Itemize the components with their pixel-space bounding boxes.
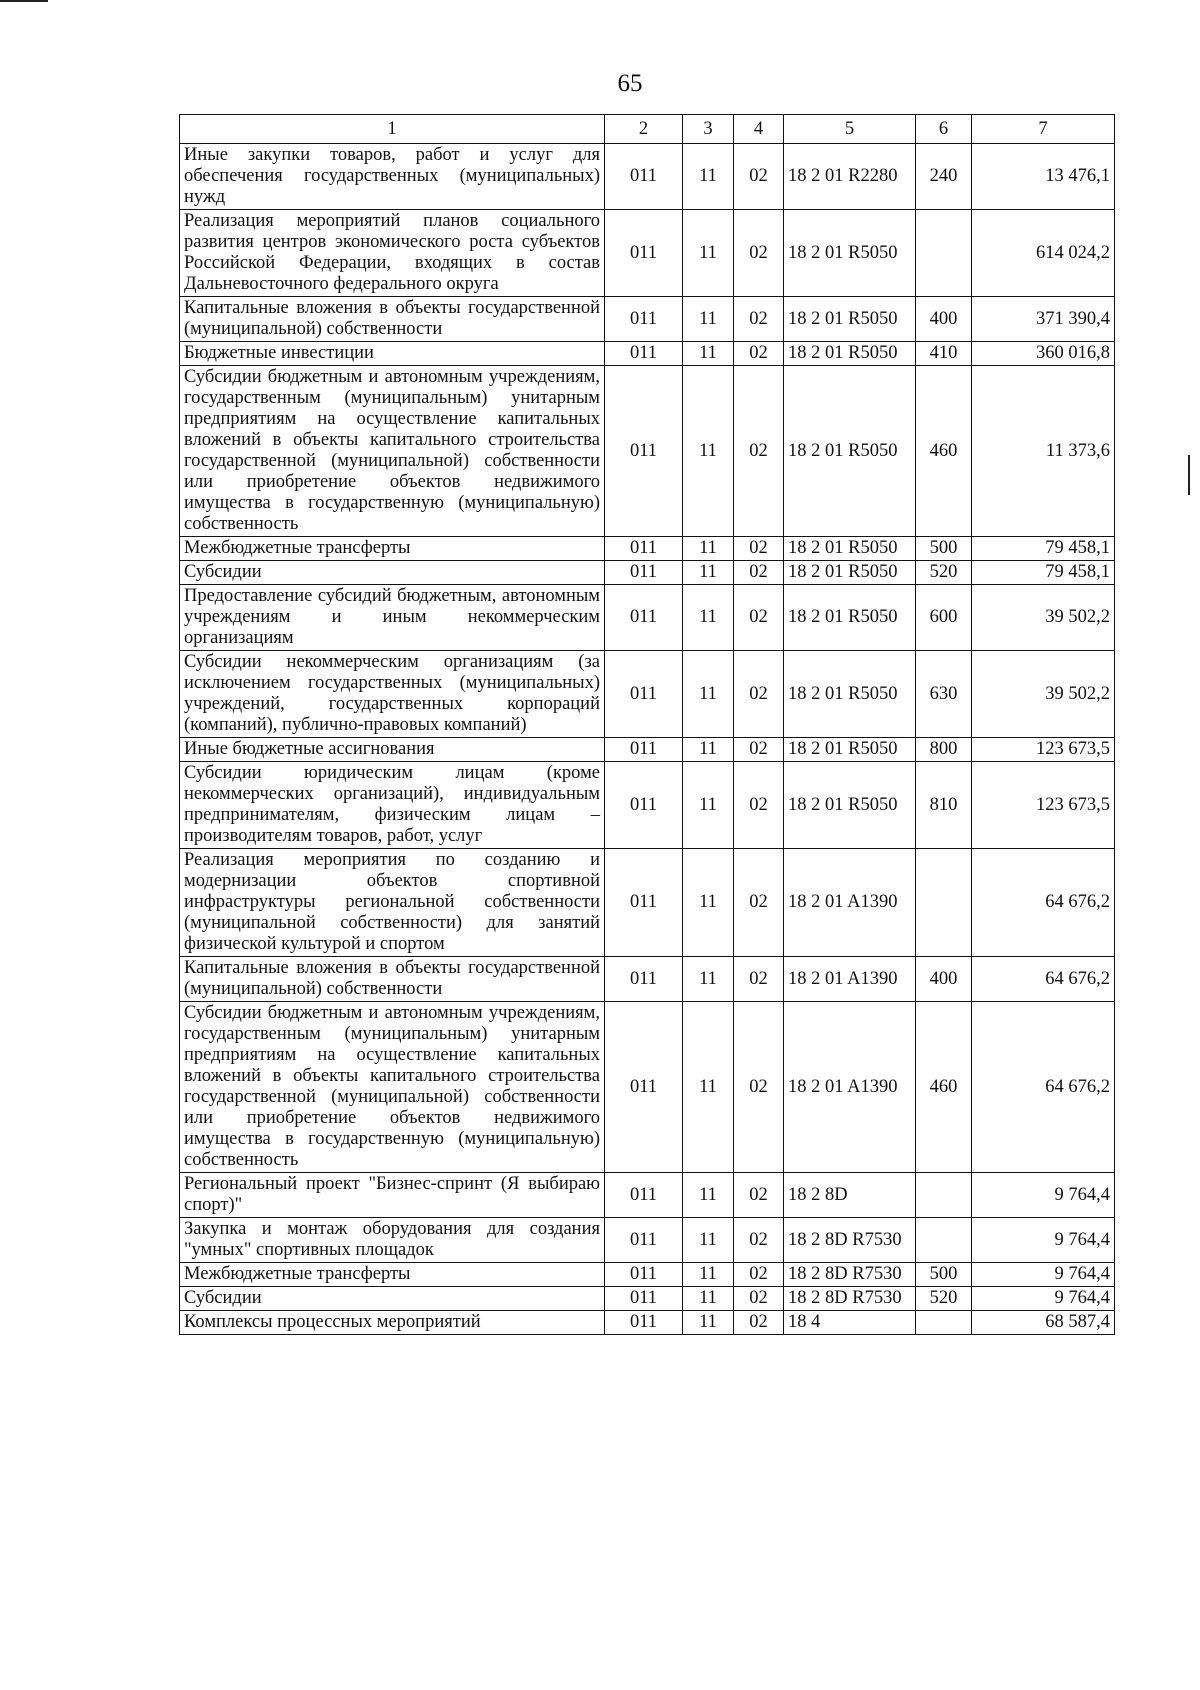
expense-type-code-cell: [916, 1218, 972, 1263]
target-article-code-cell: 18 2 01 R5050: [784, 762, 916, 849]
expense-type-code-cell: [916, 210, 972, 297]
subsection-code-cell: 02: [734, 297, 784, 342]
table-row: [180, 849, 1115, 957]
item-name-cell: Иные закупки товаров, работ и услуг для обеспечения государственных (муниципальных) нужд: [180, 144, 605, 210]
table-row: [180, 1002, 1115, 1173]
table-row: [180, 738, 1115, 762]
table-row: [180, 342, 1115, 366]
expense-type-code-cell: 500: [916, 537, 972, 561]
item-name-cell: Капитальные вложения в объекты государственной (муниципальной) собственности: [180, 297, 605, 342]
target-article-code-cell: 18 2 01 A1390: [784, 1002, 916, 1173]
expense-type-code-cell: [916, 1173, 972, 1218]
section-code-cell: 11: [683, 1218, 734, 1263]
item-name-cell: Субсидии некоммерческим организациям (за исключением государственных (муниципальных) учреждений, государственных корпораций (компаний), публично-правовых компаний): [180, 651, 605, 738]
ministry-code-cell: 011: [605, 1218, 683, 1263]
section-code-cell: 11: [683, 762, 734, 849]
column-header: 6: [916, 115, 972, 144]
table-header-row: [180, 115, 1115, 144]
target-article-code-cell: 18 2 01 R5050: [784, 651, 916, 738]
subsection-code-cell: 02: [734, 738, 784, 762]
ministry-code-cell: 011: [605, 561, 683, 585]
subsection-code-cell: 02: [734, 1263, 784, 1287]
table-row: [180, 1173, 1115, 1218]
column-header: 2: [605, 115, 683, 144]
table-row: [180, 1287, 1115, 1311]
item-name-cell: Иные бюджетные ассигнования: [180, 738, 605, 762]
item-name-cell: Закупка и монтаж оборудования для создания "умных" спортивных площадок: [180, 1218, 605, 1263]
item-name-cell: Межбюджетные трансферты: [180, 537, 605, 561]
expense-type-code-cell: [916, 1311, 972, 1335]
subsection-code-cell: 02: [734, 366, 784, 537]
amount-cell: 79 458,1: [972, 537, 1115, 561]
section-code-cell: 11: [683, 1263, 734, 1287]
budget-table: [179, 114, 1115, 1335]
expense-type-code-cell: 520: [916, 561, 972, 585]
item-name-cell: Региональный проект "Бизнес-спринт (Я выбираю спорт)": [180, 1173, 605, 1218]
expense-type-code-cell: 810: [916, 762, 972, 849]
ministry-code-cell: 011: [605, 1287, 683, 1311]
item-name-cell: Межбюджетные трансферты: [180, 1263, 605, 1287]
expense-type-code-cell: 600: [916, 585, 972, 651]
ministry-code-cell: 011: [605, 651, 683, 738]
table-row: [180, 585, 1115, 651]
item-name-cell: Капитальные вложения в объекты государственной (муниципальной) собственности: [180, 957, 605, 1002]
section-code-cell: 11: [683, 537, 734, 561]
section-code-cell: 11: [683, 738, 734, 762]
table-row: [180, 366, 1115, 537]
subsection-code-cell: 02: [734, 1218, 784, 1263]
amount-cell: 64 676,2: [972, 849, 1115, 957]
target-article-code-cell: 18 4: [784, 1311, 916, 1335]
item-name-cell: Субсидии юридическим лицам (кроме некоммерческих организаций), индивидуальным предпринимателям, физическим лицам – производителям товаров, работ, услуг: [180, 762, 605, 849]
subsection-code-cell: 02: [734, 1287, 784, 1311]
item-name-cell: Субсидии бюджетным и автономным учреждениям, государственным (муниципальным) унитарным предприятиям на осуществление капитальных вложений в объекты капитального строительства государственной (муниципальной) собственности или приобретение объектов недвижимого имущества в государственную (муниципальную) собственность: [180, 366, 605, 537]
table-row: [180, 1218, 1115, 1263]
item-name-cell: Субсидии: [180, 561, 605, 585]
ministry-code-cell: 011: [605, 738, 683, 762]
subsection-code-cell: 02: [734, 651, 784, 738]
target-article-code-cell: 18 2 8D R7530: [784, 1218, 916, 1263]
table-row: [180, 957, 1115, 1002]
ministry-code-cell: 011: [605, 1263, 683, 1287]
target-article-code-cell: 18 2 01 A1390: [784, 849, 916, 957]
section-code-cell: 11: [683, 297, 734, 342]
table-row: [180, 537, 1115, 561]
column-header: 7: [972, 115, 1115, 144]
ministry-code-cell: 011: [605, 144, 683, 210]
section-code-cell: 11: [683, 366, 734, 537]
section-code-cell: 11: [683, 957, 734, 1002]
ministry-code-cell: 011: [605, 1173, 683, 1218]
expense-type-code-cell: [916, 849, 972, 957]
expense-type-code-cell: 630: [916, 651, 972, 738]
expense-type-code-cell: 240: [916, 144, 972, 210]
target-article-code-cell: 18 2 01 R2280: [784, 144, 916, 210]
ministry-code-cell: 011: [605, 366, 683, 537]
table-row: [180, 297, 1115, 342]
section-code-cell: 11: [683, 1002, 734, 1173]
scan-edge-mark: [0, 0, 48, 2]
target-article-code-cell: 18 2 8D R7530: [784, 1263, 916, 1287]
amount-cell: 614 024,2: [972, 210, 1115, 297]
amount-cell: 64 676,2: [972, 957, 1115, 1002]
subsection-code-cell: 02: [734, 144, 784, 210]
expense-type-code-cell: 410: [916, 342, 972, 366]
target-article-code-cell: 18 2 01 R5050: [784, 738, 916, 762]
amount-cell: 360 016,8: [972, 342, 1115, 366]
scan-edge-mark: [1188, 455, 1190, 495]
section-code-cell: 11: [683, 342, 734, 366]
amount-cell: 9 764,4: [972, 1173, 1115, 1218]
expense-type-code-cell: 400: [916, 297, 972, 342]
table-row: [180, 561, 1115, 585]
target-article-code-cell: 18 2 01 R5050: [784, 342, 916, 366]
section-code-cell: 11: [683, 144, 734, 210]
section-code-cell: 11: [683, 210, 734, 297]
expense-type-code-cell: 500: [916, 1263, 972, 1287]
amount-cell: 123 673,5: [972, 762, 1115, 849]
amount-cell: 13 476,1: [972, 144, 1115, 210]
amount-cell: 9 764,4: [972, 1287, 1115, 1311]
expense-type-code-cell: 520: [916, 1287, 972, 1311]
target-article-code-cell: 18 2 01 R5050: [784, 366, 916, 537]
item-name-cell: Реализация мероприятий планов социального развития центров экономического роста субъектов Российской Федерации, входящих в состав Дальневосточного федерального округа: [180, 210, 605, 297]
section-code-cell: 11: [683, 585, 734, 651]
amount-cell: 39 502,2: [972, 585, 1115, 651]
amount-cell: 9 764,4: [972, 1263, 1115, 1287]
section-code-cell: 11: [683, 651, 734, 738]
subsection-code-cell: 02: [734, 762, 784, 849]
subsection-code-cell: 02: [734, 342, 784, 366]
column-header: 5: [784, 115, 916, 144]
ministry-code-cell: 011: [605, 297, 683, 342]
item-name-cell: Реализация мероприятия по созданию и модернизации объектов спортивной инфраструктуры региональной собственности (муниципальной собственности) для занятий физической культурой и спортом: [180, 849, 605, 957]
ministry-code-cell: 011: [605, 762, 683, 849]
ministry-code-cell: 011: [605, 1002, 683, 1173]
subsection-code-cell: 02: [734, 1311, 784, 1335]
page-number: 65: [617, 70, 643, 97]
table-row: [180, 762, 1115, 849]
table-row: [180, 1263, 1115, 1287]
subsection-code-cell: 02: [734, 537, 784, 561]
ministry-code-cell: 011: [605, 849, 683, 957]
section-code-cell: 11: [683, 1173, 734, 1218]
subsection-code-cell: 02: [734, 1173, 784, 1218]
subsection-code-cell: 02: [734, 849, 784, 957]
section-code-cell: 11: [683, 1311, 734, 1335]
subsection-code-cell: 02: [734, 585, 784, 651]
section-code-cell: 11: [683, 849, 734, 957]
ministry-code-cell: 011: [605, 342, 683, 366]
expense-type-code-cell: 400: [916, 957, 972, 1002]
amount-cell: 64 676,2: [972, 1002, 1115, 1173]
target-article-code-cell: 18 2 01 A1390: [784, 957, 916, 1002]
amount-cell: 123 673,5: [972, 738, 1115, 762]
amount-cell: 9 764,4: [972, 1218, 1115, 1263]
subsection-code-cell: 02: [734, 561, 784, 585]
ministry-code-cell: 011: [605, 585, 683, 651]
ministry-code-cell: 011: [605, 537, 683, 561]
section-code-cell: 11: [683, 561, 734, 585]
amount-cell: 79 458,1: [972, 561, 1115, 585]
amount-cell: 371 390,4: [972, 297, 1115, 342]
item-name-cell: Комплексы процессных мероприятий: [180, 1311, 605, 1335]
ministry-code-cell: 011: [605, 1311, 683, 1335]
amount-cell: 11 373,6: [972, 366, 1115, 537]
expense-type-code-cell: 460: [916, 1002, 972, 1173]
subsection-code-cell: 02: [734, 210, 784, 297]
expense-type-code-cell: 460: [916, 366, 972, 537]
subsection-code-cell: 02: [734, 957, 784, 1002]
table-row: [180, 210, 1115, 297]
target-article-code-cell: 18 2 01 R5050: [784, 297, 916, 342]
ministry-code-cell: 011: [605, 210, 683, 297]
target-article-code-cell: 18 2 01 R5050: [784, 210, 916, 297]
item-name-cell: Бюджетные инвестиции: [180, 342, 605, 366]
ministry-code-cell: 011: [605, 957, 683, 1002]
item-name-cell: Субсидии: [180, 1287, 605, 1311]
section-code-cell: 11: [683, 1287, 734, 1311]
amount-cell: 39 502,2: [972, 651, 1115, 738]
column-header: 4: [734, 115, 784, 144]
table-row: [180, 651, 1115, 738]
table-row: [180, 1311, 1115, 1335]
column-header: 3: [683, 115, 734, 144]
target-article-code-cell: 18 2 8D R7530: [784, 1287, 916, 1311]
amount-cell: 68 587,4: [972, 1311, 1115, 1335]
target-article-code-cell: 18 2 01 R5050: [784, 537, 916, 561]
subsection-code-cell: 02: [734, 1002, 784, 1173]
target-article-code-cell: 18 2 01 R5050: [784, 585, 916, 651]
target-article-code-cell: 18 2 01 R5050: [784, 561, 916, 585]
table-row: [180, 144, 1115, 210]
item-name-cell: Субсидии бюджетным и автономным учреждениям, государственным (муниципальным) унитарным предприятиям на осуществление капитальных вложений в объекты капитального строительства государственной (муниципальной) собственности или приобретение объектов недвижимого имущества в государственную (муниципальную) собственность: [180, 1002, 605, 1173]
expense-type-code-cell: 800: [916, 738, 972, 762]
item-name-cell: Предоставление субсидий бюджетным, автономным учреждениям и иным некоммерческим организациям: [180, 585, 605, 651]
target-article-code-cell: 18 2 8D: [784, 1173, 916, 1218]
column-header: 1: [180, 115, 605, 144]
